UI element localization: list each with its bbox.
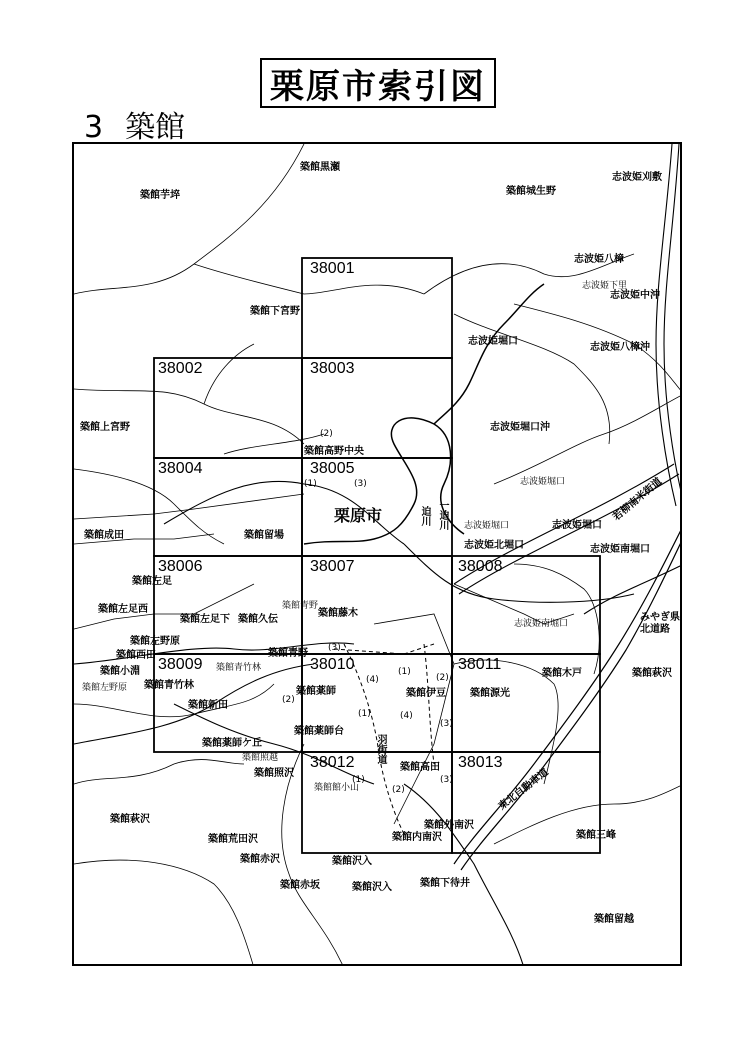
place-label: 築館左足西 [98, 604, 148, 615]
sheet-number-38013[interactable]: 38013 [458, 754, 503, 771]
place-label: 築館薬師 [296, 686, 336, 697]
sheet-number-38008[interactable]: 38008 [458, 558, 503, 575]
place-label: 築館青竹林 [144, 680, 194, 691]
sheet-number-38002[interactable]: 38002 [158, 360, 203, 377]
place-label: 築館照越 [242, 753, 279, 763]
subarea-label: (3) [328, 643, 341, 653]
place-label: 志波姫北堀口 [464, 540, 524, 551]
place-label: 築館薬師台 [294, 726, 344, 737]
river-line [434, 284, 544, 424]
place-label: 築館荒田沢 [208, 834, 258, 845]
boundary-line [204, 344, 254, 404]
place-label: 築館城生野 [506, 186, 556, 197]
place-label: 志波姫八樟 [574, 254, 624, 265]
place-label: 築館左足 [132, 576, 172, 587]
subarea-label: (1) [352, 775, 365, 785]
place-label: 志波姫下里 [582, 281, 628, 291]
boundary-line [74, 860, 254, 966]
map-title-text: 栗原市索引図 [270, 66, 486, 107]
subarea-label: (2) [320, 429, 333, 439]
place-label: 築館黒瀬 [300, 162, 340, 173]
subarea-label: (1) [304, 479, 317, 489]
road-line [584, 564, 682, 614]
place-label: 築館成田 [84, 530, 124, 541]
subarea-label: (3) [440, 719, 453, 729]
place-label: 築館青竹林 [216, 663, 262, 673]
place-label: 築館三峰 [576, 830, 616, 841]
section-number: 3 [84, 110, 104, 145]
place-label: 築館赤坂 [280, 880, 320, 891]
place-label: 築館藤木 [318, 608, 358, 619]
section-name: 築館 [125, 110, 186, 145]
place-label: 築館上宮野 [80, 422, 130, 433]
place-label: 築館青野 [282, 601, 319, 611]
place-label: 築館外南沢 [424, 820, 474, 831]
place-label: 築館高田 [400, 762, 440, 773]
place-label: 築館源光 [470, 688, 510, 699]
place-label: 築館西田 [116, 650, 156, 661]
subarea-label: (1) [398, 667, 411, 677]
subarea-label: (2) [392, 785, 405, 795]
sheet-number-38006[interactable]: 38006 [158, 558, 203, 575]
road-label: 若柳南米街道 [611, 476, 665, 524]
road-label: みやぎ県北道路 [640, 612, 680, 635]
place-label: 築館下宮野 [250, 306, 300, 317]
map-title [260, 58, 496, 108]
place-label: 築館萩沢 [110, 814, 150, 825]
road-label: 羽街道 [375, 734, 386, 764]
place-label: 築館小淵 [100, 666, 140, 677]
boundary-line [194, 264, 424, 294]
subarea-label: (2) [282, 695, 295, 705]
sheet-number-38005[interactable]: 38005 [310, 460, 355, 477]
place-label: 築館高野中央 [304, 446, 364, 457]
sheet-number-38011[interactable]: 38011 [458, 656, 502, 673]
sheet-number-38004[interactable]: 38004 [158, 460, 203, 477]
place-label: 築館左野原 [130, 636, 180, 647]
road-label: 東北自動車道 [496, 766, 551, 813]
subarea-label: (3) [440, 775, 453, 785]
kaido-line [424, 644, 434, 764]
boundary-line [494, 394, 682, 484]
place-label: 築館下待井 [420, 878, 470, 889]
place-label: 志波姫堀口 [552, 520, 602, 531]
subarea-label: (2) [436, 673, 449, 683]
city-label: 栗原市 [334, 506, 383, 525]
place-label: 築館青野 [268, 648, 308, 659]
place-label: 築館萩沢 [632, 668, 672, 679]
place-label: 築館芋埣 [140, 190, 180, 201]
place-label: 築館久伝 [238, 614, 278, 625]
place-label: 築館木戸 [542, 668, 582, 679]
subarea-label: (4) [366, 675, 379, 685]
river-label: 迫川 [419, 506, 430, 526]
place-label: 志波姫堀口 [464, 521, 510, 531]
section-heading [84, 102, 185, 146]
sheet-number-38012[interactable]: 38012 [310, 754, 355, 771]
sheet-number-38003[interactable]: 38003 [310, 360, 355, 377]
index-map[interactable] [72, 142, 682, 966]
boundary-line [74, 144, 304, 294]
place-label: 志波姫堀口沖 [490, 422, 550, 433]
place-label: 志波姫南堀口 [590, 544, 650, 555]
boundary-line [74, 494, 304, 519]
place-label: 築館留場 [244, 530, 284, 541]
subarea-label: (3) [354, 479, 367, 489]
place-label: 築館留越 [594, 914, 634, 925]
place-label: 志波姫八樟沖 [590, 342, 650, 353]
place-label: 志波姫刈敷 [612, 172, 662, 183]
place-label: 志波姫堀口 [520, 477, 566, 487]
subarea-label: (1) [358, 709, 371, 719]
subarea-label: (4) [400, 711, 413, 721]
place-label: 志波姫中沖 [610, 290, 660, 301]
place-label: 築館伊豆 [406, 688, 446, 699]
boundary-line [74, 760, 244, 784]
sheet-number-38009[interactable]: 38009 [158, 656, 203, 673]
boundary-line [74, 389, 304, 444]
place-label: 築館赤沢 [240, 854, 280, 865]
place-label: 築館館小山 [314, 783, 360, 793]
place-label: 築館沢入 [332, 856, 372, 867]
place-label: 築館内南沢 [392, 832, 442, 843]
place-label: 志波姫堀口 [468, 336, 518, 347]
place-label: 築館照沢 [254, 768, 294, 779]
sheet-number-38010[interactable]: 38010 [310, 656, 355, 673]
place-label: 志波姫南堀口 [514, 619, 569, 629]
place-label: 築館沢入 [352, 882, 392, 893]
place-label: 築館薬師ケ丘 [202, 738, 262, 749]
river-label: 一迫川 [437, 500, 448, 530]
place-label: 築館左足下 [180, 614, 230, 625]
kaido-line [334, 644, 434, 654]
expressway-line [461, 536, 682, 870]
place-label: 築館新田 [188, 700, 228, 711]
sheet-number-38001[interactable]: 38001 [310, 260, 355, 277]
sheet-number-38007[interactable]: 38007 [310, 558, 355, 575]
place-label: 築館左野原 [82, 683, 128, 693]
